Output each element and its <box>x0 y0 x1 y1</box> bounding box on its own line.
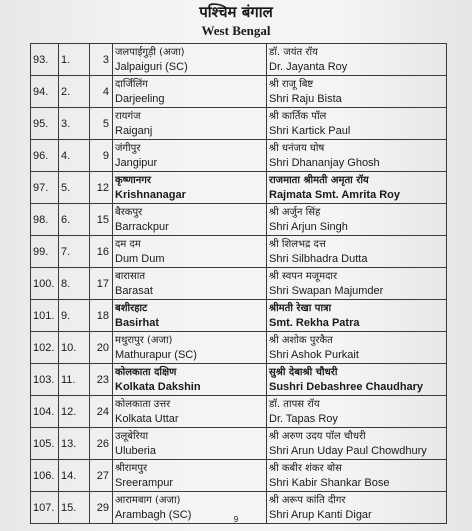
state-index: 7. <box>59 236 90 268</box>
candidate-cell <box>267 332 447 364</box>
table-row <box>31 396 447 428</box>
constituency-name-hindi: बैरकपुर <box>115 206 143 218</box>
constituency-name-hindi: जंगीपुर <box>115 142 141 154</box>
constituency-name-english: Basirhat <box>115 316 160 329</box>
state-index: 9. <box>59 300 90 332</box>
constituency-number: 26 <box>90 428 113 460</box>
serial-number: 93. <box>31 44 59 76</box>
table-row <box>31 364 447 396</box>
candidate-name-hindi: श्री अरूप कांति दीगर <box>269 494 346 506</box>
candidate-table-body <box>31 44 447 524</box>
candidate-cell <box>267 300 447 332</box>
constituency-cell <box>113 332 267 364</box>
constituency-name-hindi: कोलकाता दक्षिण <box>115 366 177 378</box>
serial-number: 95. <box>31 108 59 140</box>
constituency-name-english: Barrackpur <box>115 220 169 233</box>
constituency-cell <box>113 140 267 172</box>
state-index: 8. <box>59 268 90 300</box>
candidate-name-hindi: श्री अरुण उदय पॉल चौधरी <box>269 430 366 442</box>
serial-number: 99. <box>31 236 59 268</box>
constituency-name-english: Barasat <box>115 284 153 297</box>
serial-number: 98. <box>31 204 59 236</box>
constituency-number: 18 <box>90 300 113 332</box>
constituency-name-hindi: बारासात <box>115 270 146 282</box>
constituency-name-english: Arambagh (SC) <box>115 508 192 521</box>
candidate-name-hindi: श्री राजू बिष्ट <box>269 78 314 90</box>
candidate-name-hindi: श्री कबीर शंकर बोस <box>269 462 342 474</box>
constituency-name-hindi: कोलकाता उत्तर <box>115 398 171 410</box>
serial-number: 102. <box>31 332 59 364</box>
constituency-name-english: Sreerampur <box>115 476 174 489</box>
state-index: 2. <box>59 76 90 108</box>
candidate-name-english: Shri Dhananjay Ghosh <box>269 156 380 169</box>
candidate-name-english: Shri Kartick Paul <box>269 124 351 137</box>
constituency-number: 29 <box>90 492 113 524</box>
serial-number: 106. <box>31 460 59 492</box>
candidate-name-hindi: राजमाता श्रीमती अमृता रॉय <box>269 174 369 186</box>
serial-number: 97. <box>31 172 59 204</box>
state-index: 1. <box>59 44 90 76</box>
constituency-cell <box>113 460 267 492</box>
constituency-name-english: Jangipur <box>115 156 158 169</box>
constituency-name-hindi: कृष्णानगर <box>115 174 151 186</box>
constituency-name-english: Mathurapur (SC) <box>115 348 197 361</box>
candidate-name-hindi: डॉ. तापस रॉय <box>269 398 320 410</box>
constituency-name-english: Jalpaiguri (SC) <box>115 60 188 73</box>
constituency-number: 16 <box>90 236 113 268</box>
page-title-english: West Bengal <box>201 23 271 38</box>
constituency-name-english: Krishnanagar <box>115 188 186 201</box>
constituency-name-english: Raiganj <box>115 124 153 137</box>
page-title-hindi: पश्चिम बंगाल <box>199 3 273 21</box>
candidate-name-english: Shri Swapan Majumder <box>269 284 384 297</box>
candidate-name-hindi: श्री अशोक पुरकैत <box>269 334 333 346</box>
table-row <box>31 332 447 364</box>
constituency-cell <box>113 268 267 300</box>
candidate-name-english: Dr. Jayanta Roy <box>269 60 348 73</box>
candidate-name-hindi: श्री स्वपन मजूमदार <box>269 270 338 282</box>
constituency-number: 5 <box>90 108 113 140</box>
state-index: 15. <box>59 492 90 524</box>
serial-number: 96. <box>31 140 59 172</box>
constituency-number: 17 <box>90 268 113 300</box>
constituency-cell <box>113 76 267 108</box>
table-row <box>31 236 447 268</box>
serial-number: 94. <box>31 76 59 108</box>
serial-number: 101. <box>31 300 59 332</box>
candidate-cell <box>267 268 447 300</box>
constituency-cell <box>113 44 267 76</box>
candidate-cell <box>267 76 447 108</box>
table-row <box>31 300 447 332</box>
constituency-name-hindi: आरामबाग (अजा) <box>115 494 181 506</box>
serial-number: 107. <box>31 492 59 524</box>
constituency-number: 27 <box>90 460 113 492</box>
constituency-name-hindi: दम दम <box>115 238 141 250</box>
candidate-cell <box>267 204 447 236</box>
candidate-name-hindi: श्री कार्तिक पॉल <box>269 110 327 122</box>
candidate-name-english: Sushri Debashree Chaudhary <box>269 380 424 393</box>
constituency-number: 9 <box>90 140 113 172</box>
constituency-number: 12 <box>90 172 113 204</box>
constituency-cell <box>113 236 267 268</box>
constituency-name-english: Uluberia <box>115 444 156 457</box>
constituency-number: 24 <box>90 396 113 428</box>
candidate-cell <box>267 44 447 76</box>
state-index: 13. <box>59 428 90 460</box>
candidate-name-english: Rajmata Smt. Amrita Roy <box>269 188 401 201</box>
constituency-cell <box>113 364 267 396</box>
table-row <box>31 172 447 204</box>
constituency-name-english: Kolkata Uttar <box>115 412 179 425</box>
constituency-cell <box>113 108 267 140</box>
constituency-name-english: Darjeeling <box>115 92 165 105</box>
constituency-name-hindi: जलपाईगुड़ी (अजा) <box>115 46 185 58</box>
serial-number: 103. <box>31 364 59 396</box>
candidate-name-english: Shri Raju Bista <box>269 92 342 105</box>
state-index: 4. <box>59 140 90 172</box>
candidate-name-english: Shri Arjun Singh <box>269 220 348 233</box>
serial-number: 100. <box>31 268 59 300</box>
state-index: 12. <box>59 396 90 428</box>
table-row <box>31 108 447 140</box>
state-index: 6. <box>59 204 90 236</box>
constituency-name-english: Dum Dum <box>115 252 165 265</box>
table-row <box>31 76 447 108</box>
constituency-cell <box>113 204 267 236</box>
candidate-cell <box>267 172 447 204</box>
candidate-cell <box>267 108 447 140</box>
candidate-cell <box>267 396 447 428</box>
constituency-name-hindi: मथुरापुर (अजा) <box>115 334 173 346</box>
candidate-cell <box>267 428 447 460</box>
constituency-cell <box>113 428 267 460</box>
state-index: 3. <box>59 108 90 140</box>
table-row <box>31 140 447 172</box>
constituency-cell <box>113 300 267 332</box>
candidate-name-english: Shri Ashok Purkait <box>269 348 359 361</box>
constituency-number: 15 <box>90 204 113 236</box>
candidate-name-hindi: श्री धनंजय घोष <box>269 142 325 154</box>
candidate-name-hindi: श्री अर्जुन सिंह <box>269 206 321 218</box>
constituency-name-hindi: श्रीरामपुर <box>115 462 148 474</box>
state-index: 11. <box>59 364 90 396</box>
constituency-cell <box>113 396 267 428</box>
candidate-cell <box>267 364 447 396</box>
constituency-name-hindi: बशीरहाट <box>115 302 148 314</box>
constituency-name-hindi: उलूबेरिया <box>115 430 149 442</box>
page-number: 9 <box>233 515 239 524</box>
constituency-name-hindi: दार्जिलिंग <box>115 78 148 90</box>
constituency-name-hindi: रायगंज <box>115 110 141 122</box>
constituency-name-english: Kolkata Dakshin <box>115 380 201 393</box>
state-index: 14. <box>59 460 90 492</box>
candidate-table <box>30 43 447 524</box>
candidate-name-hindi: सुश्री देबाश्री चौधरी <box>269 366 338 378</box>
candidate-name-hindi: डॉ. जयंत रॉय <box>269 46 318 58</box>
table-row <box>31 460 447 492</box>
candidate-name-english: Shri Arup Kanti Digar <box>269 508 372 521</box>
serial-number: 104. <box>31 396 59 428</box>
constituency-number: 4 <box>90 76 113 108</box>
candidate-name-english: Shri Silbhadra Dutta <box>269 252 368 265</box>
state-index: 5. <box>59 172 90 204</box>
table-row <box>31 268 447 300</box>
candidate-name-hindi: श्रीमती रेखा पात्रा <box>269 302 332 314</box>
table-row <box>31 44 447 76</box>
candidate-name-english: Smt. Rekha Patra <box>269 316 360 329</box>
constituency-number: 3 <box>90 44 113 76</box>
table-row <box>31 428 447 460</box>
candidate-name-english: Shri Kabir Shankar Bose <box>269 476 390 489</box>
serial-number: 105. <box>31 428 59 460</box>
state-index: 10. <box>59 332 90 364</box>
candidate-name-english: Dr. Tapas Roy <box>269 412 338 425</box>
constituency-cell <box>113 172 267 204</box>
constituency-number: 23 <box>90 364 113 396</box>
table-row <box>31 204 447 236</box>
candidate-cell <box>267 140 447 172</box>
constituency-number: 20 <box>90 332 113 364</box>
candidate-cell <box>267 236 447 268</box>
candidate-cell <box>267 460 447 492</box>
candidate-name-hindi: श्री शिलभद्र दत्त <box>269 238 326 250</box>
candidate-name-english: Shri Arun Uday Paul Chowdhury <box>269 444 427 457</box>
